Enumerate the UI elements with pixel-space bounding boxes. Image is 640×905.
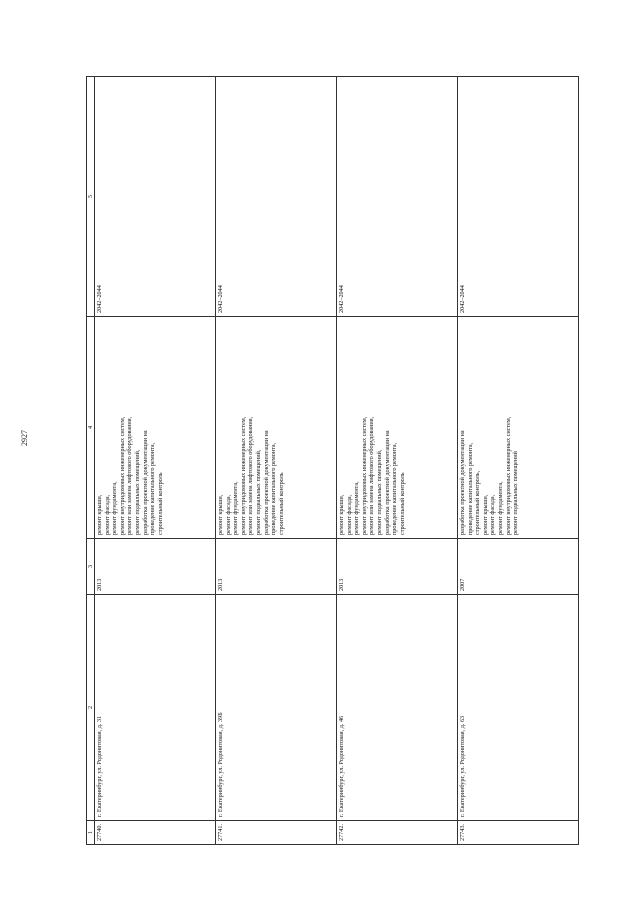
work-item: проведение капитального ремонта, bbox=[270, 442, 278, 535]
row-address: г. Екатеринбург, ул. Родонитовая, д. 46 bbox=[337, 595, 458, 821]
work-item: ремонт фасада, bbox=[103, 494, 111, 535]
work-item: ремонт фундамента, bbox=[232, 481, 240, 535]
work-item: ремонт или замена лифтового оборудования, bbox=[247, 416, 255, 535]
work-item: проведение капитального ремонта, bbox=[149, 442, 157, 535]
row-period: 2042–2044 bbox=[95, 77, 216, 317]
row-period: 2042–2044 bbox=[458, 77, 579, 317]
page-number: 2927 bbox=[20, 430, 29, 446]
work-item: ремонт внутридомовых инженерных систем, bbox=[239, 416, 247, 535]
row-year: 2007 bbox=[458, 539, 579, 595]
header-col-1: 1 bbox=[87, 821, 95, 845]
work-item: проведение капитального ремонта, bbox=[466, 442, 474, 535]
work-item: ремонт подвальных помещений, bbox=[375, 449, 383, 535]
row-year: 2013 bbox=[95, 539, 216, 595]
work-item: ремонт подвальных помещений bbox=[512, 451, 520, 535]
row-number: 27743. bbox=[458, 821, 579, 845]
work-item: строительный контроль bbox=[398, 472, 406, 535]
work-item: ремонт или замена лифтового оборудования, bbox=[368, 416, 376, 535]
work-item: ремонт крыши, bbox=[338, 494, 345, 535]
work-item: ремонт фундамента, bbox=[496, 481, 504, 535]
work-item: ремонт крыши, bbox=[96, 494, 103, 535]
row-address: г. Екатеринбург, ул. Родонитовая, д. 63 bbox=[458, 595, 579, 821]
work-item: строительный контроль bbox=[277, 472, 285, 535]
work-item: ремонт подвальных помещений, bbox=[254, 449, 262, 535]
work-item: ремонт или замена лифтового оборудования, bbox=[126, 416, 134, 535]
work-item: разработка проектной документации на bbox=[459, 430, 466, 535]
table-header bbox=[87, 77, 95, 845]
work-item: разработка проектной документации на bbox=[262, 430, 270, 535]
table-row bbox=[337, 77, 458, 845]
work-item: ремонт внутридомовых инженерных систем, bbox=[504, 416, 512, 535]
work-item: ремонт крыши, bbox=[481, 494, 489, 535]
table-row bbox=[458, 77, 579, 845]
row-year: 2013 bbox=[337, 539, 458, 595]
row-works bbox=[458, 317, 579, 539]
row-period: 2042–2044 bbox=[337, 77, 458, 317]
work-item: ремонт подвальных помещений, bbox=[133, 449, 141, 535]
work-item: строительный контроль, bbox=[474, 470, 482, 535]
work-item: разработка проектной документации на bbox=[141, 430, 149, 535]
work-item: строительный контроль bbox=[156, 472, 164, 535]
row-year: 2013 bbox=[216, 539, 337, 595]
row-period: 2042–2044 bbox=[216, 77, 337, 317]
header-col-2: 2 bbox=[87, 595, 95, 821]
header-col-3: 3 bbox=[87, 539, 95, 595]
work-item: ремонт крыши, bbox=[217, 494, 224, 535]
row-number: 27742. bbox=[337, 821, 458, 845]
work-item: ремонт внутридомовых инженерных систем, bbox=[118, 416, 126, 535]
table-row bbox=[95, 77, 216, 845]
repair-schedule-table bbox=[86, 76, 579, 845]
row-address: г. Екатеринбург, ул. Родонитовая, д. 31 bbox=[95, 595, 216, 821]
repair-schedule-table-wrapper bbox=[86, 77, 577, 845]
work-item: ремонт фасада, bbox=[224, 494, 232, 535]
work-item: ремонт фасада, bbox=[345, 494, 353, 535]
work-item: ремонт фундамента, bbox=[111, 481, 119, 535]
header-row bbox=[87, 77, 95, 845]
row-number: 27741. bbox=[216, 821, 337, 845]
table-row bbox=[216, 77, 337, 845]
header-col-4: 4 bbox=[87, 317, 95, 539]
work-item: ремонт внутридомовых инженерных систем, bbox=[360, 416, 368, 535]
work-item: ремонт фундамента, bbox=[353, 481, 361, 535]
work-item: ремонт фасада, bbox=[489, 494, 497, 535]
header-col-5: 5 bbox=[87, 77, 95, 317]
work-item: разработка проектной документации на bbox=[383, 430, 391, 535]
row-number: 27740. bbox=[95, 821, 216, 845]
row-works bbox=[95, 317, 216, 539]
row-address: г. Екатеринбург, ул. Родонитовая, д. 39Б bbox=[216, 595, 337, 821]
work-item: проведение капитального ремонта, bbox=[391, 442, 399, 535]
row-works bbox=[216, 317, 337, 539]
row-works bbox=[337, 317, 458, 539]
